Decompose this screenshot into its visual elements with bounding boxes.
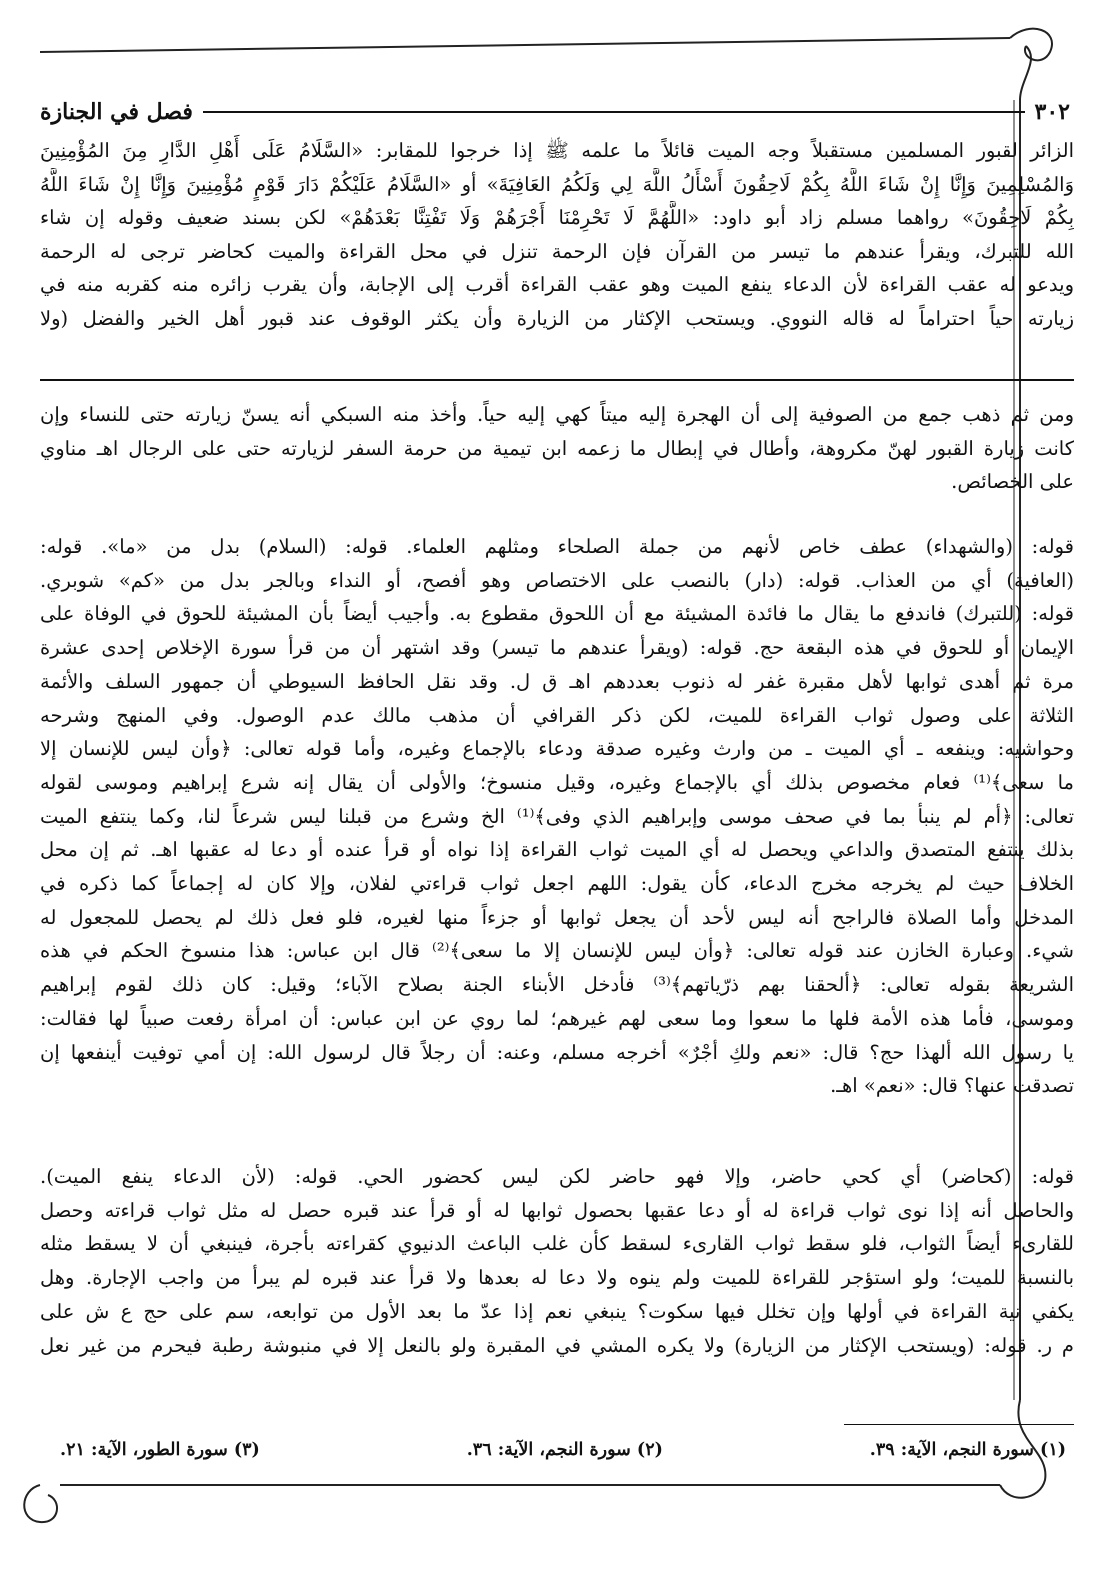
commentary-line: م ر. قوله: (ويستحب الإكثار من الزيارة) ولا يكره المشي في المقبرة ولو بالنعل إلا في منبوشة رطبة فيحرم من غير نعل: [40, 1333, 1074, 1357]
main-text-line: الله للتبرك، ويقرأ عندهم ما تيسر من القرآن فإن الرحمة تنزل في محل القراءة والميت كحاضر ترجى له الرحمة: [40, 239, 1074, 263]
commentary-line: الخلاف حيث لم يخرجه مخرج الدعاء، كأن يقول: اللهم اجعل ثواب قراءتي لفلان، وإلا كان له إجماعاً كما ذكره في: [40, 872, 1074, 896]
commentary-line: تصدقت عنها؟ قال: «نعم» اهـ.: [830, 1074, 1074, 1098]
header-rule: [203, 111, 1025, 113]
main-text-line: بِكُمْ لَاحِقُونَ» رواهما مسلم زاد أبو داود: «اللَّهُمَّ لَا تَحْرِمْنَا أَجْرَهُمْ وَلَا تَفْتِنَّا بَعْدَهُمْ» لكن بسند ضعيف وقوله إن شاء: [40, 206, 1074, 229]
commentary-line: شيء. وعبارة الخازن عند قوله تعالى: ﴿وأن ليس للإنسان إلا ما سعى﴾⁽²⁾ قال ابن عباس: هذا منسوخ الحكم في هذه: [40, 939, 1074, 963]
section-title: فصل في الجنازة: [40, 99, 193, 125]
page-header: [40, 96, 1070, 128]
commentary-line: ومن ثم ذهب جمع من الصوفية إلى أن الهجرة إليه ميتاً كهي إليه حياً. وأخذ منه السبكي أنه يسنّ زيارته حتى للنساء وإن: [40, 403, 1074, 426]
footnote-3: (٣) سورة الطور، الآية: ٢١.: [60, 1440, 260, 1460]
commentary-paragraph-2: [40, 530, 1074, 1103]
main-text-line: الزائر لقبور المسلمين مستقبلاً وجه الميت قائلاً ما علمه ﷺ إذا خرجوا للمقابر: «السَّلَامُ عَلَى أَهْلِ الدَّارِ مِنَ المُؤْمِنِينَ: [40, 139, 1074, 162]
footnote-rule: [844, 1424, 1074, 1425]
commentary-line: الإيمان أو للحوق في هذه البقعة حج. قوله: (ويقرأ عندهم ما تيسر) وقد اشتهر أن من قرأ سورة الإخلاص إحدى عشرة: [40, 636, 1074, 660]
commentary-line: قوله: (كحاضر) أي كحي حاضر، وإلا فهو حاضر لكن ليس كحضور الحي. قوله: (لأن الدعاء ينفع الميت).: [40, 1165, 1074, 1188]
commentary-line: وموسى، فأما هذه الأمة فلها ما سعوا وما سعى لهم غيرهم؛ لما روي عن ابن عباس: أن امرأة رفعت صبياً لها فقالت:: [40, 1006, 1074, 1030]
main-text-line: وَالمُسْلِمِينَ وَإِنَّا إِنْ شَاءَ اللَّهُ بِكُمْ لَاحِقُونَ أَسْأَلُ اللَّهَ لِي وَلَكُمُ العَافِيَةَ» أو «السَّلَامُ عَلَيْكُمْ دَارَ قَوْمٍ مُؤْمِنِينَ وَإِنَّا إِنْ شَاءَ اللَّهُ: [40, 172, 1074, 196]
commentary-line: الشريعة بقوله تعالى: ﴿ألحقنا بهم ذرّياتهم﴾⁽³⁾ فأدخل الأبناء الجنة بصلاح الآباء؛ وقيل: كان ذلك لقوم إبراهيم: [40, 973, 1074, 997]
commentary-line: بالنسبة للميت؛ ولو استؤجر للقراءة للميت ولم ينوه ولا دعا له بعدها ولا قرأ عند قبره لم يبرأ من واجب الإجارة. وهل: [40, 1266, 1074, 1290]
commentary-line: كانت زيارة القبور لهنّ مكروهة، وأطال في إبطال ما زعمه ابن تيمية من حرمة السفر لزيارته حتى على الرجال اهـ مناوي: [40, 436, 1074, 460]
commentary-line: للقارىء أيضاً الثواب، فلو سقط ثواب القارىء لسقط كأن غلب الباعث الدنيوي كقراءته بأجرة، فينبغي أن لا يسقط مثله: [40, 1232, 1074, 1256]
commentary-paragraph-3: [40, 1160, 1074, 1362]
footnote-1: (١) سورة النجم، الآية: ٣٩.: [869, 1440, 1066, 1460]
commentary-line: ما سعى﴾⁽¹⁾ فعام مخصوص بذلك أي بالإجماع وغيره، وقيل منسوخ؛ والأولى أن يقال إنه شرع إبراهيم وموسى لقوله: [40, 770, 1074, 794]
main-text: [40, 134, 1074, 335]
commentary-line: يكفي نية القراءة في أولها وإن تخلل فيها سكوت؟ ينبغي نعم إذا عدّ ما بعد الأول من توابعه، سم على حج ع ش على: [40, 1299, 1074, 1323]
commentary-line: بذلك ينتفع المتصدق والداعي ويحصل له أي الميت ثواب القراءة إذا نواه أو قرأ عنده أو دعا له عقبها اهـ. ثم إن محل: [40, 838, 1074, 862]
commentary-line: والحاصل أنه إذا نوى ثواب قراءة له أو دعا عقبها بحصول ثوابها له أو قرأ عند قبره حصل له مثل ثواب قراءته وحصل: [40, 1198, 1074, 1222]
commentary-paragraph-1: [40, 398, 1074, 499]
footnote-2: (٢) سورة النجم، الآية: ٣٦.: [466, 1440, 663, 1460]
footnotes: [60, 1432, 1066, 1468]
commentary-line: قوله: (للتبرك) فاندفع ما يقال ما فائدة المشيئة مع أن اللحوق مقطوع به. وأجيب أيضاً بأن المشيئة للحوق في الوفاة على: [40, 602, 1074, 626]
commentary-line: (العافية) أي من العذاب. قوله: (دار) بالنصب على الاختصاص وهو أفصح، أو النداء وبالجر بدل من «كم» شوبري.: [40, 568, 1074, 592]
main-text-line: زيارته حياً احتراماً له قاله النووي. ويستحب الإكثار من الزيارة وأن يكثر الوقوف عند قبور أهل الخير والفضل (ولا: [40, 306, 1074, 330]
main-text-line: ويدعو له عقب القراءة لأن الدعاء ينفع الميت وهو عقب القراءة أقرب إلى الإجابة، وأن يقرب زائره منه كقربه منه في: [40, 273, 1074, 296]
commentary-line: المدخل وأما الصلاة فالراجح أنه ليس لأحد أن يجعل ثوابها أو جزءاً منها لغيره، فلو فعل ذلك لم يحصل للمجعول له: [40, 905, 1074, 929]
text-separator-rule: [40, 379, 1074, 381]
commentary-line: تعالى: ﴿أم لم ينبأ بما في صحف موسى وإبراهيم الذي وفى﴾⁽¹⁾ الخ وشرع من قبلنا ليس شرعاً لنا، وكما ينتفع الميت: [40, 804, 1074, 828]
commentary-line: قوله: (والشهداء) عطف خاص لأنهم من جملة الصلحاء ومثلهم العلماء. قوله: (السلام) بدل من «ما». قوله:: [40, 535, 1074, 558]
commentary-line: مرة ثم أهدى ثوابها لأهل مقبرة غفر له ذنوب بعددهم اهـ ق ل. وقد نقل الحافظ السيوطي أن جمهور السلف والأئمة: [40, 669, 1074, 693]
page-number: ٣٠٢: [1034, 99, 1070, 125]
commentary-line: الثلاثة على وصول ثواب القراءة للميت، لكن ذكر القرافي أن مذهب مالك عدم الوصول. وفي المنهج وشرحه: [40, 703, 1074, 727]
commentary-line: يا رسول الله ألهذا حج؟ قال: «نعم ولكِ أجْرٌ» أخرجه مسلم، وعنه: أن رجلاً قال لرسول الله: إن أمي توفيت أينفعها إن: [40, 1040, 1074, 1064]
commentary-line: وحواشيه: وينفعه ـ أي الميت ـ من وارث وغيره صدقة ودعاء بالإجماع وغيره، وأما قوله تعالى: ﴿وأن ليس للإنسان إلا: [40, 737, 1074, 761]
commentary-line: على الخصائص.: [951, 470, 1074, 494]
